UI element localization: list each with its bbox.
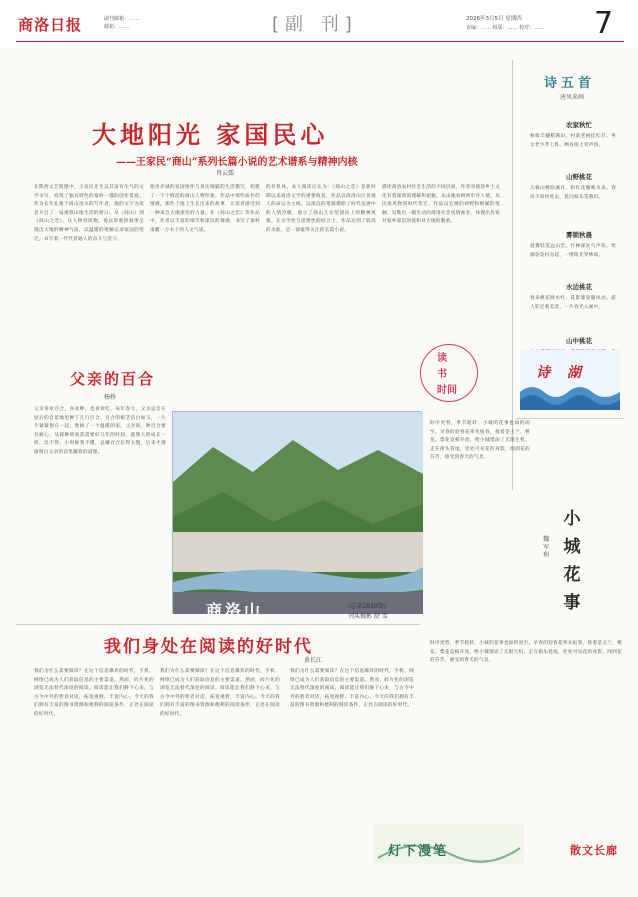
poem-2-text: 几株山桃临溪开，粉红花瓣映水来。春风不知何处去，犹向枝头等燕归。 <box>530 186 616 200</box>
issue-date: 2026年3月5日 星期四 <box>466 16 522 22</box>
newspaper-logo: 商洛日报 <box>18 16 83 34</box>
section-title: [副 刊] <box>272 14 358 35</box>
poem-4-title: 水边桃花 <box>566 283 592 291</box>
bottom-divider <box>16 624 420 625</box>
essay-author: 杨桥 <box>104 394 117 401</box>
prose-corridor-label: 散文长廊 <box>570 844 618 857</box>
bottom-text-3: 我们为什么需要阅读？在这个信息爆炸的时代，手机、网络已成为人们获取信息的主要渠道。然而，碎片化的浏览无法替代深度的阅读。阅读能让我们静下心来，与古今中外的智者对话，拓宽视野，丰富内心。今天的我们拥有丰富的图书资源和便利的阅读条件，正处在阅读的好时代。 <box>290 669 414 709</box>
bottom-headline[interactable]: 我们身处在阅读的好时代 <box>104 637 313 657</box>
lead-headline[interactable]: 大地阳光 家国民心 <box>92 120 329 149</box>
column-essay-title[interactable]: 小城花事 <box>563 509 581 613</box>
bottom-text-2: 我们为什么需要阅读？在这个信息爆炸的时代，手机、网络已成为人们获取信息的主要渠道。然而，碎片化的浏览无法替代深度的阅读。阅读能让我们静下心来，与古今中外的智者对话，拓宽视野，丰富内心。今天的我们拥有丰富的图书资源和便利的阅读条件，正处在阅读的好时代。 <box>160 669 280 717</box>
town-band <box>173 532 423 572</box>
poem-author: 唐凤来画 <box>560 94 585 101</box>
essay-text: 父亲喜欢百合，喜欢种，也喜欢吃。每年春天，父亲总会在屋后的自留地里种下几行百合。百合的根茎洁白如玉，一片片紧紧抱在一起，像极了一个温暖的家。父亲说，种百合要有耐心，从栽种到收获需要好几年的时间，就像人的成长一样，急不得。小时候我不懂，总嫌百合长得太慢，后来才渐渐明白父亲的话里藏着的道理。 <box>34 407 166 455</box>
stamp-char-2: 书 <box>437 369 447 380</box>
issue-number: (总第2849期) <box>348 603 386 610</box>
poem-5-title: 山中桃花 <box>566 337 592 345</box>
lead-column-2: 他用赤诚的家国情怀与真实细腻的生活描写，构建了一个个鲜活的商山人物形象。作品中那些质朴的情感，那些土地上生长出来的故事，让读者感受到一种来自大地深处的力量。在《商山之恋》等作品中，作者以丰富的细节和深沉的情感，书写了秦岭南麓一方水土的人文气质。 <box>150 185 260 233</box>
poem-4-text: 春来桃花映水红，花影婆娑随风动。游人驻足观美景，一片春光入画中。 <box>530 296 616 310</box>
poem-title[interactable]: 诗五首 <box>544 76 596 91</box>
lead-column-3: 的有机体。本人阅读后认为：《商山之恋》是新时期以来商洛文学的重要收获，作品以商洛山区普通人的命运为主线，以深沉的笔调描绘了时代发展中的人情冷暖，展示了商山儿女坚韧向上的精神风貌。在文学性与思想性的结合上，作品达到了较高的水准，是一部值得关注的长篇小说。 <box>266 185 376 233</box>
landscape-image <box>173 412 423 614</box>
column-divider <box>516 418 624 419</box>
shangluo-mountain-photo <box>172 411 422 613</box>
page-number: 7 <box>594 6 614 41</box>
poem-1-title: 农家秋忙 <box>566 121 592 129</box>
photo-caption: 商洛山 <box>206 601 264 620</box>
poem-2-title: 山野桃花 <box>566 173 592 181</box>
staff-line: 责编：…… 组版：…… 校对：…… <box>466 25 545 31</box>
lead-column-1: 在陕西文艺版图中，王家民先生以其富有生气的文学书写，构筑了独具特色的秦岭一郡的创作景观。作为长年扎根于商山洛水的写作者，他的文字为读者开启了一扇观察山地生活的窗口。从《商山》到《商山之恋》，从人物到风物，他以厚重的叙事呈现出大地的精神气质，以温暖的笔触记录家国的变迁，书写着一代代普通人的奋斗与坚守。 <box>34 185 144 242</box>
editor-info <box>104 15 139 31</box>
lead-column-4: 描述商洛农村社会生活的不同层面，作者对商洛乡土文化有着深刻的理解和把握。从山地农耕到市井人情，从民俗风物到时代变迁，作品以宏阔的视野和细腻的笔触，勾勒出一幅生动的商洛社会风情画卷，体现出作家对家乡深沉的爱和对大地的敬重。 <box>382 185 500 225</box>
masthead-rule <box>16 41 624 42</box>
stamp-char-3: 时间 <box>437 385 457 396</box>
stamp-char-1: 读 <box>437 353 447 364</box>
column-essay-text-cont: 时序更替，季节轮转，小城的花事也如约而至。早春的迎春花率先报春，接着是玉兰、桃花、梨花竞相开放，给小城增添了无限生机。走在街头巷尾，处处可见花的身影，闻到花的芬芳，感受到春天的气息。 <box>430 641 622 664</box>
email-line: 邮箱：…… <box>104 24 130 30</box>
bottom-byline: 黄长江 <box>304 657 323 664</box>
essay-title[interactable]: 父亲的百合 <box>70 370 156 388</box>
lead-subhead: ——王家民“商山”系列长篇小说的艺术谱系与精神内核 <box>116 157 358 168</box>
poem-1-text: 秋收丰穗稻满田，村前老树挂红灯。男女老少齐上阵，晒谷场上笑声扬。 <box>530 134 616 148</box>
column-essay-text: 时序更替，季节轮转，小城的花事也如约而至。早春的迎春花率先报春，接着是玉兰、桃花、梨花竞相开放，给小城增添了无限生机。走在街头巷尾，处处可见花的身影，闻到花的芬芳，感受到春天的气息。 <box>430 421 530 461</box>
column-essay-author: 魏军利 <box>542 536 549 559</box>
bottom-text-1: 我们为什么需要阅读？在这个信息爆炸的时代，手机、网络已成为人们获取信息的主要渠道。然而，碎片化的浏览无法替代深度的阅读。阅读能让我们静下心来，与古今中外的智者对话，拓宽视野，丰富内心。今天的我们拥有丰富的图书资源和便利的阅读条件，正处在阅读的好时代。 <box>34 669 154 717</box>
poem-3-text: 晨雾轻笼远山峦，竹林深处鸟声喧。炊烟袅袅村舍起，一缕阳光穿林间。 <box>530 244 616 258</box>
lead-byline: 肖云儒 <box>216 170 235 177</box>
photo-credit: 刊头摄影 舒 雪 <box>348 613 388 620</box>
reading-time-stamp <box>420 344 478 402</box>
poem-3-title: 雾锁秋晨 <box>566 231 592 239</box>
poetry-lake-label: 诗 湖 <box>536 365 587 381</box>
editor-line: 副刊邮箱：…… <box>104 16 140 22</box>
lamp-column-label: 灯下漫笔 <box>388 844 449 859</box>
